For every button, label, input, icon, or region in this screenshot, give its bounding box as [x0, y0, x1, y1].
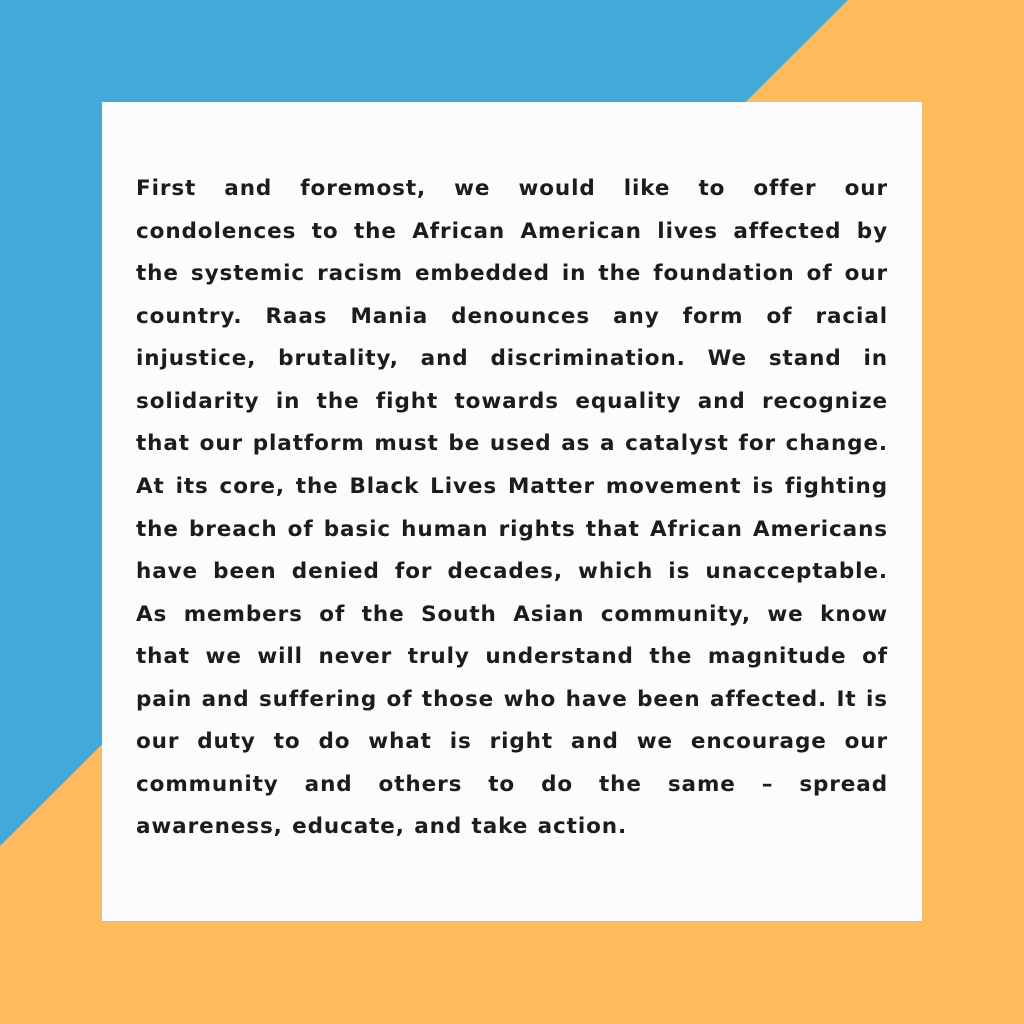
statement-text: First and foremost, we would like to offer our condolences to the African American lives affected by the systemic racism embedded in the foundation of our country. Raas Mania denounces any form of racial injustice, brutality, and discrimination. We stand in solidarity in the fight towards equality and recognize that our platform must be used as a catalyst for change. At its core, the Black Lives Matter movement is fighting the breach of basic human rights that African Americans have been denied for decades, which is unacceptable. As members of the South Asian community, we know that we will never truly understand the magnitude of pain and suffering of those who have been affected. It is our duty to do what is right and we encourage our community and others to do the same – spread awareness, educate, and take action. [136, 176, 888, 840]
statement-card [102, 102, 922, 921]
